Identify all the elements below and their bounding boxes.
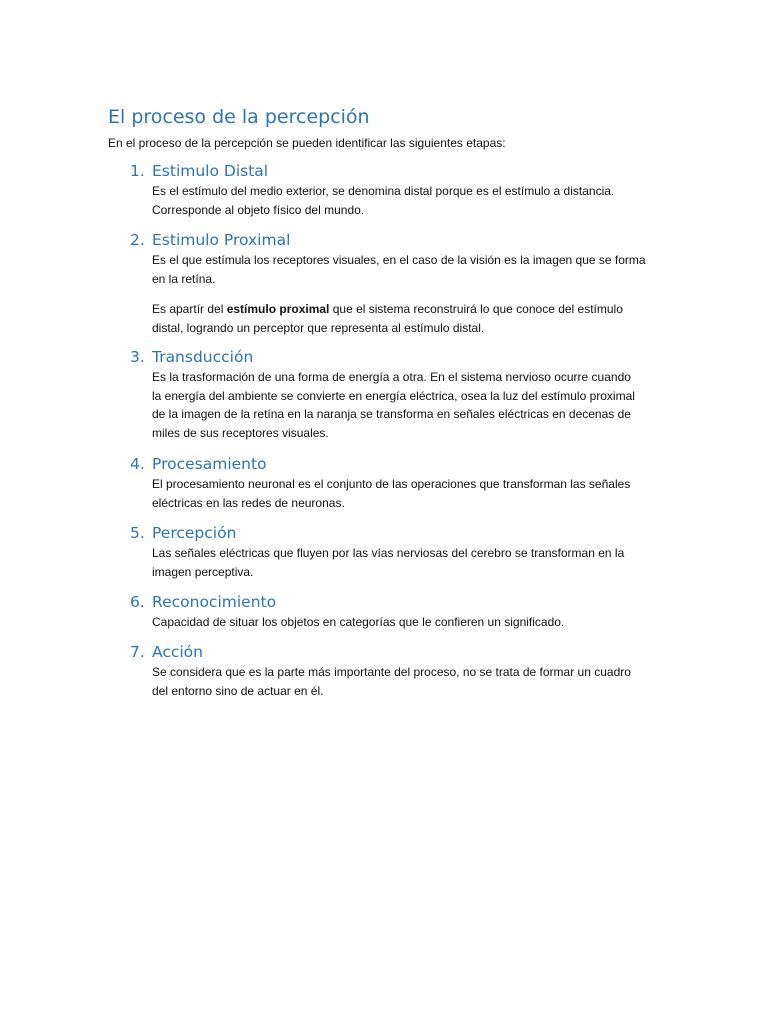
stage-title: Acción <box>152 643 203 661</box>
stage-number: 7. <box>130 643 145 661</box>
stage-heading <box>130 160 670 182</box>
stage-item-transduccion <box>130 346 670 442</box>
stage-item-percepcion <box>130 522 670 581</box>
stage-paragraph: Es el que estímula los receptores visuales, en el caso de la visión es la imagen que se forma en la retína. <box>152 253 646 286</box>
stage-number: 2. <box>130 231 145 249</box>
stage-paragraph: Es apartír del estímulo proximal que el sistema reconstruirá lo que conoce del estímulo distal, logrando un perceptor que representa al estímulo distal. <box>152 302 623 335</box>
stage-number: 3. <box>130 348 145 366</box>
stage-number: 1. <box>130 162 145 180</box>
stage-paragraph: Es el estímulo del medio exterior, se denomina distal porque es el estímulo a distancia. Corresponde al objeto físico del mundo. <box>152 184 615 217</box>
stage-title: Transducción <box>152 348 254 366</box>
stage-paragraph: Es la trasformación de una forma de energía a otra. En el sistema nervioso ocurre cuando la energía del ambiente se convierte en energía eléctrica, osea la luz del estímulo proximal de la imagen de la retína en la naranja se transforma en señales eléctricas en decenas de miles de sus receptores visuales. <box>152 370 635 440</box>
stage-heading <box>130 641 670 663</box>
stage-item-estimulo-proximal <box>130 229 670 337</box>
stage-item-accion <box>130 641 670 700</box>
stage-item-reconocimiento <box>130 591 670 632</box>
emphasis-text: estímulo proximal <box>226 302 330 316</box>
stage-item-procesamiento <box>130 453 670 512</box>
stage-title: Reconocimiento <box>152 593 277 611</box>
stage-body <box>152 368 670 442</box>
stage-paragraph: El procesamiento neuronal es el conjunto de las operaciones que transforman las señales eléctricas en las redes de neuronas. <box>152 477 631 510</box>
stage-body <box>152 251 670 337</box>
intro-text: En el proceso de la percepción se pueden identificar las siguientes etapas: <box>108 136 506 150</box>
stage-paragraph: Las señales eléctricas que fluyen por las vías nerviosas del cerebro se transforman en la imagen perceptiva. <box>152 546 625 579</box>
stage-title: Percepción <box>152 524 237 542</box>
stage-title: Procesamiento <box>152 455 267 473</box>
stage-title: Estimulo Proximal <box>152 231 291 249</box>
stage-heading <box>130 229 670 251</box>
stage-body <box>152 544 670 581</box>
stage-title: Estimulo Distal <box>152 162 269 180</box>
stage-heading <box>130 346 670 368</box>
stage-item-estimulo-distal <box>130 160 670 219</box>
stage-body <box>152 475 670 512</box>
stage-paragraph: Se considera que es la parte más importante del proceso, no se trata de formar un cuadro del entorno sino de actuar en él. <box>152 665 631 698</box>
document-title: El proceso de la percepción <box>108 106 370 128</box>
stage-number: 4. <box>130 455 145 473</box>
stage-heading <box>130 591 670 613</box>
stage-body <box>152 613 670 632</box>
stage-body <box>152 663 670 700</box>
stage-heading <box>130 453 670 475</box>
stage-heading <box>130 522 670 544</box>
stage-body <box>152 182 670 219</box>
stage-number: 6. <box>130 593 145 611</box>
stage-paragraph: Capacidad de situar los objetos en categorías que le confieren un significado. <box>152 615 565 629</box>
stage-number: 5. <box>130 524 145 542</box>
